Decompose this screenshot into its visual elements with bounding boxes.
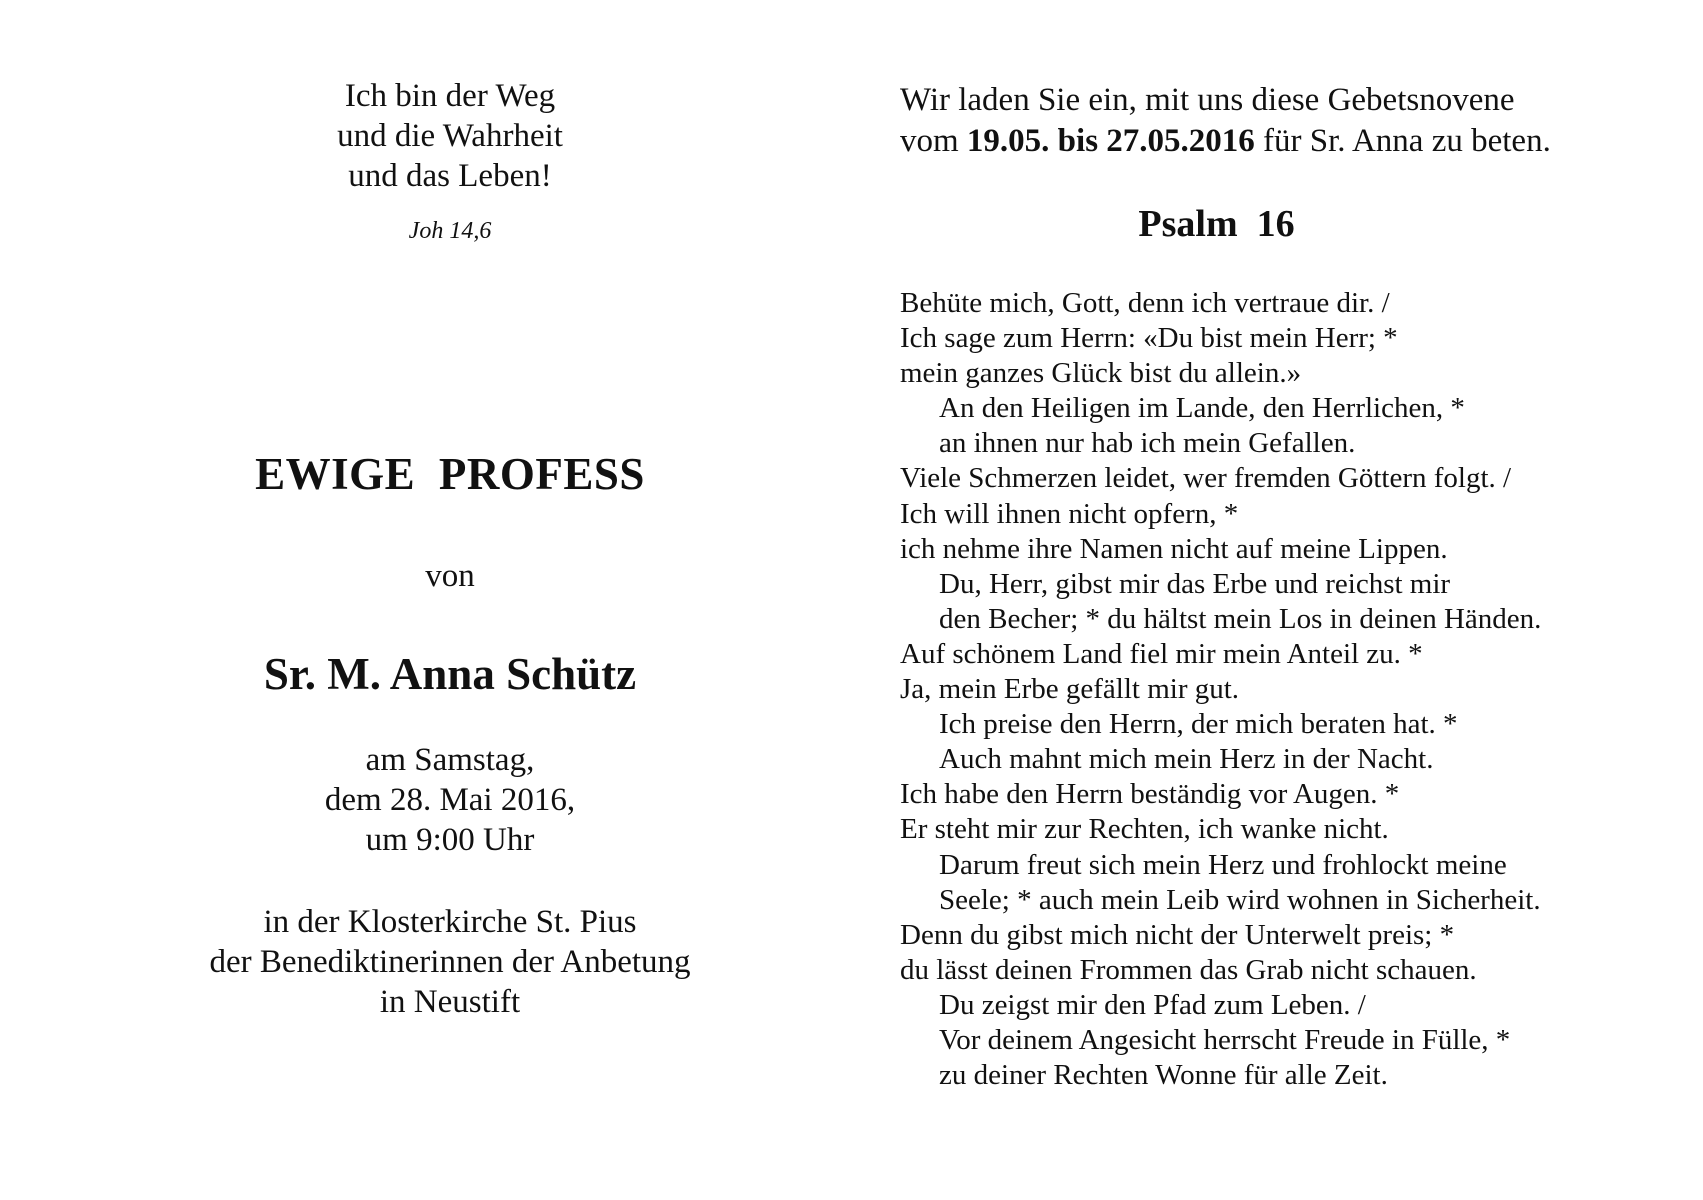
psalm-verse-line: Viele Schmerzen leidet, wer fremden Göttern folgt. /: [900, 462, 1512, 495]
psalm-verse-line: mein ganzes Glück bist du allein.»: [900, 357, 1302, 390]
psalm-verse-line: Du, Herr, gibst mir das Erbe und reichst mir: [939, 567, 1451, 600]
invitation-suffix: für Sr. Anna zu beten.: [1254, 123, 1551, 159]
location-line: in Neustift: [379, 984, 521, 1020]
motto-quote: [0, 76, 900, 196]
event-title: EWIGE PROFESS: [255, 449, 645, 499]
psalm-verse-line: an ihnen nur hab ich mein Gefallen.: [939, 427, 1356, 460]
location-line: in der Klosterkirche St. Pius: [263, 904, 637, 940]
psalm-verse-line: Ich habe den Herrn beständig vor Augen. *: [900, 778, 1400, 811]
motto-line: und die Wahrheit: [337, 118, 563, 154]
psalm-verse-line: Vor deinem Angesicht herrscht Freude in Fülle, *: [939, 1023, 1511, 1056]
psalm-verse-line: Behüte mich, Gott, denn ich vertraue dir. /: [900, 287, 1390, 319]
bible-citation: Joh 14,6: [408, 218, 492, 244]
motto-line: Ich bin der Weg: [344, 78, 556, 114]
psalm-verse-line: du lässt deinen Frommen das Grab nicht schauen.: [900, 953, 1477, 986]
psalm-verse-line: Denn du gibst mich nicht der Unterwelt preis; *: [900, 918, 1455, 951]
date-line: um 9:00 Uhr: [365, 822, 535, 858]
psalm-verse-line: Ich preise den Herrn, der mich beraten hat. *: [939, 708, 1458, 741]
psalm-verse-line: ich nehme ihre Namen nicht auf meine Lippen.: [900, 532, 1448, 565]
psalm-verse-line: Ja, mein Erbe gefällt mir gut.: [900, 673, 1240, 706]
event-date-time: [0, 740, 900, 860]
psalm-verse-line: zu deiner Rechten Wonne für alle Zeit.: [939, 1059, 1388, 1092]
invitation-line: [900, 121, 1703, 162]
date-line: dem 28. Mai 2016,: [324, 782, 576, 818]
motto-line: und das Leben!: [348, 158, 552, 194]
invitation-line: Wir laden Sie ein, mit uns diese Gebetsnovene: [900, 82, 1515, 118]
psalm-verse-line: Auf schönem Land fiel mir mein Anteil zu. *: [900, 637, 1423, 670]
von-label: von: [425, 558, 475, 594]
novena-dates: 19.05. bis 27.05.2016: [966, 123, 1255, 159]
event-location: [0, 902, 900, 1022]
psalm-verse-line: An den Heiligen im Lande, den Herrlichen, *: [939, 392, 1465, 425]
psalm-text: [900, 286, 1703, 1093]
prayer-invitation: [900, 80, 1703, 162]
psalm-verse-line: Du zeigst mir den Pfad zum Leben. /: [939, 988, 1366, 1021]
person-name: Sr. M. Anna Schütz: [263, 649, 637, 699]
date-line: am Samstag,: [365, 742, 535, 778]
psalm-verse-line: den Becher; * du hältst mein Los in deinen Händen.: [939, 602, 1542, 635]
psalm-title: Psalm 16: [1138, 203, 1295, 245]
right-page: [900, 0, 1703, 1200]
psalm-verse-line: Er steht mir zur Rechten, ich wanke nicht.: [900, 813, 1389, 846]
psalm-verse-line: Ich sage zum Herrn: «Du bist mein Herr; *: [900, 322, 1398, 355]
psalm-verse-line: Seele; * auch mein Leib wird wohnen in Sicherheit.: [939, 883, 1541, 916]
psalm-verse-line: Ich will ihnen nicht opfern, *: [900, 497, 1239, 530]
psalm-verse-line: Darum freut sich mein Herz und frohlockt meine: [939, 848, 1507, 881]
psalm-verse-line: Auch mahnt mich mein Herz in der Nacht.: [939, 743, 1434, 776]
invitation-prefix: vom: [900, 123, 967, 159]
location-line: der Benediktinerinnen der Anbetung: [209, 944, 691, 980]
